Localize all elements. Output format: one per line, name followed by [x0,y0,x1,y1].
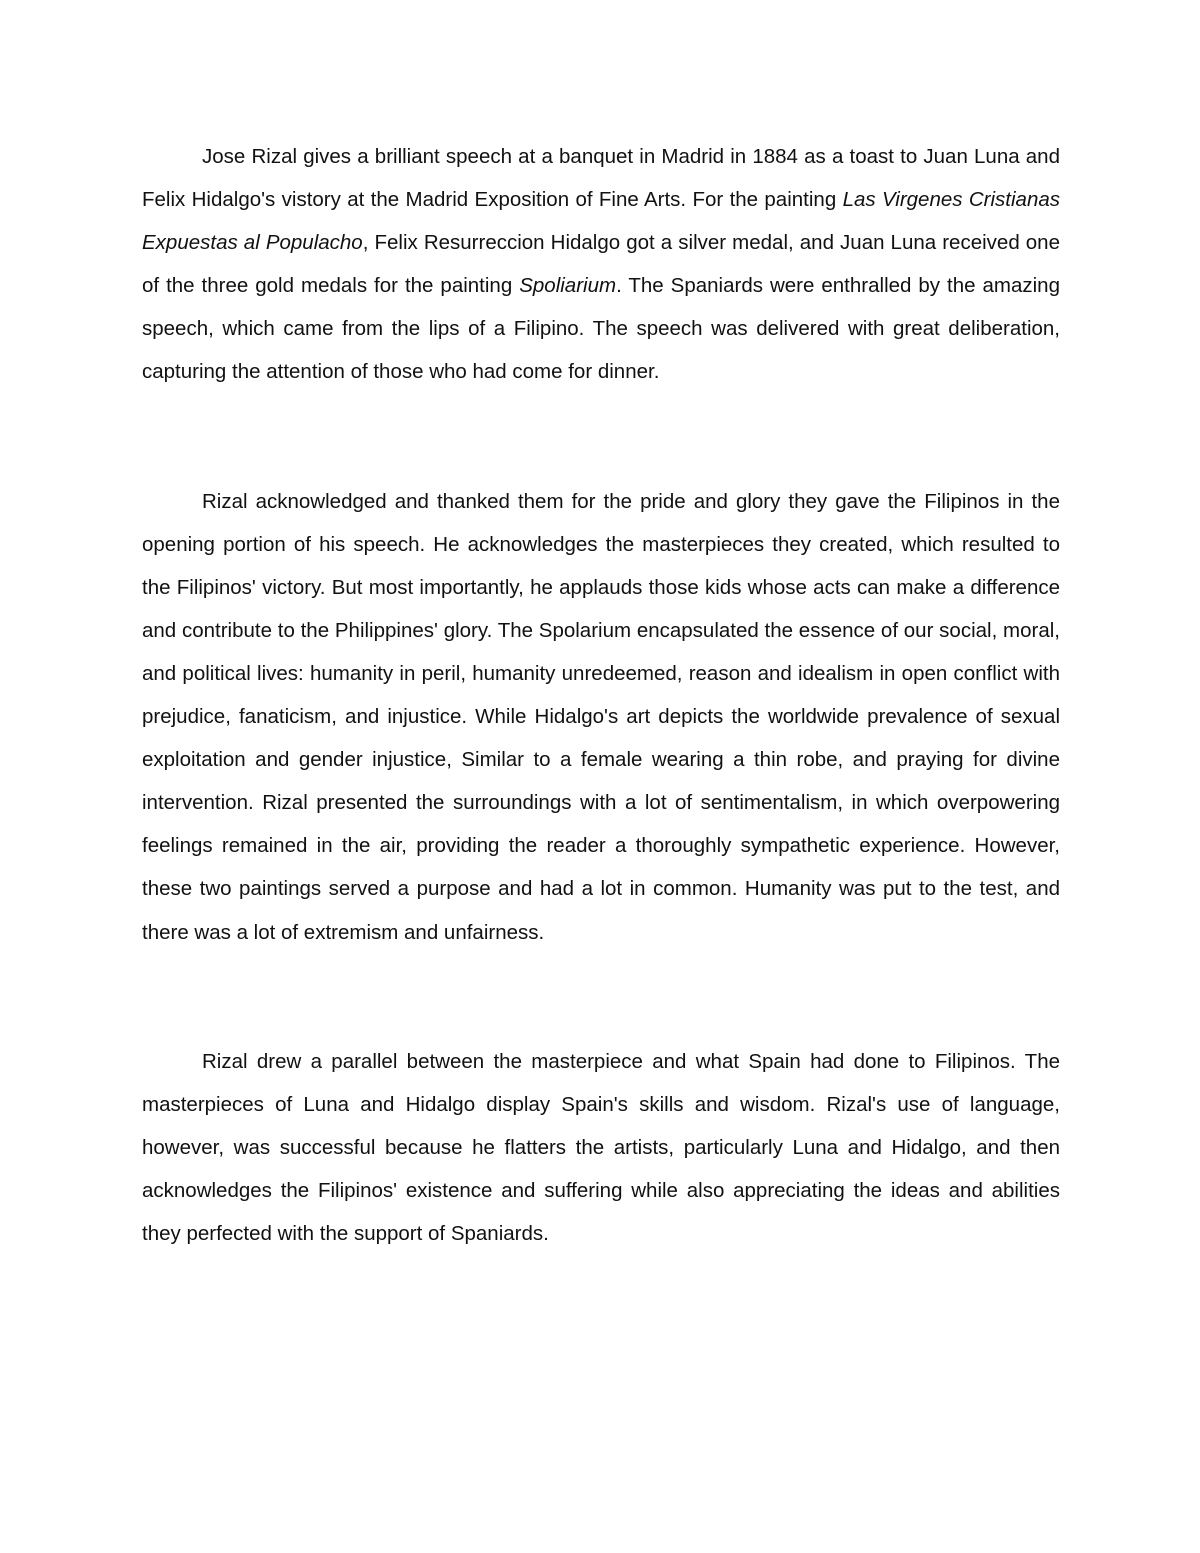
document-body [142,135,1060,1255]
paragraph-3: Rizal drew a parallel between the masterpiece and what Spain had done to Filipinos. The masterpieces of Luna and Hidalgo display Spain's skills and wisdom. Rizal's use of language, however, was successful because he flatters the artists, particularly Luna and Hidalgo, and then acknowledges the Filipinos' existence and suffering while also appreciating the ideas and abilities they perfected with the support of Spaniards. [142,1049,1060,1245]
paragraph-1-text-middle: , Felix Resurreccion Hidalgo got a silver medal, and Juan Luna received one of the three gold medals for the painting [142,231,1060,298]
painting-title-spoliarium: Spoliarium [519,274,617,298]
paragraph-2: Rizal acknowledged and thanked them for the pride and glory they gave the Filipinos in the opening portion of his speech. He acknowledges the masterpieces they created, which resulted to the Filipinos' victory. But most importantly, he applauds those kids whose acts can make a difference and contribute to the Philippines' glory. The Spolarium encapsulated the essence of our social, moral, and political lives: humanity in peril, humanity unredeemed, reason and idealism in open conflict with prejudice, fanaticism, and injustice. While Hidalgo's art depicts the worldwide prevalence of sexual exploitation and gender injustice, Similar to a female wearing a thin robe, and praying for divine intervention. Rizal presented the surroundings with a lot of sentimentalism, in which overpowering feelings remained in the air, providing the reader a thoroughly sympathetic experience. However, these two paintings served a purpose and had a lot in common. Humanity was put to the test, and there was a lot of extremism and unfairness. [142,489,1060,944]
paragraph-1 [142,135,1060,394]
painting-title-las-virgenes: Las Virgenes Cristianas Expuestas al Populacho [142,188,1060,255]
paragraph-1-text-end: . The Spaniards were enthralled by the amazing speech, which came from the lips of a Filipino. The speech was delivered with great deliberation, capturing the attention of those who had come for dinner. [142,274,1060,384]
paragraph-1-text-start: Jose Rizal gives a brilliant speech at a banquet in Madrid in 1884 as a toast to Juan Luna and Felix Hidalgo's vistory at the Madrid Exposition of Fine Arts. For the painting [142,145,1060,212]
